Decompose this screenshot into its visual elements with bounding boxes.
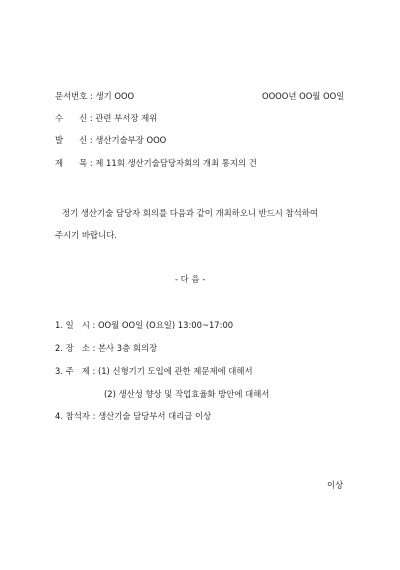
list-item-topic: 3. 주 제 : (1) 신형기기 도입에 관한 제문제에 대해서 [55, 366, 253, 376]
doc-number: 문서번호 : 생기 OOO [55, 91, 135, 101]
list-item-topic-2: (2) 생산성 향상 및 작업효율화 방안에 대해서 [104, 389, 270, 399]
list-item-schedule: 1. 일 시 : OO월 OO일 (O요일) 13:00~17:00 [55, 320, 234, 330]
closing-text: 이상 [327, 480, 344, 490]
doc-date: OOOO년 OO월 OO일 [262, 91, 345, 101]
sender-line: 발 신 : 생산기술부장 OOO [55, 135, 167, 145]
list-item-attendees: 4. 참석자 : 생산기술 담당부서 대리급 이상 [55, 411, 212, 421]
recipient-line: 수 신 : 관련 부서장 제위 [55, 113, 158, 123]
body-paragraph-line-2: 주시기 바랍니다. [55, 230, 117, 240]
section-heading: - 다 음 - [175, 274, 206, 284]
subject-line: 제 목 : 제 11회 생산기술담당자회의 개최 통지의 건 [55, 158, 257, 168]
body-paragraph-line-1: 정기 생산기술 담당자 회의를 다음과 같이 개최하오니 반드시 참석하여 [62, 208, 318, 218]
list-item-location: 2. 장 소 : 본사 3층 회의장 [55, 343, 158, 353]
